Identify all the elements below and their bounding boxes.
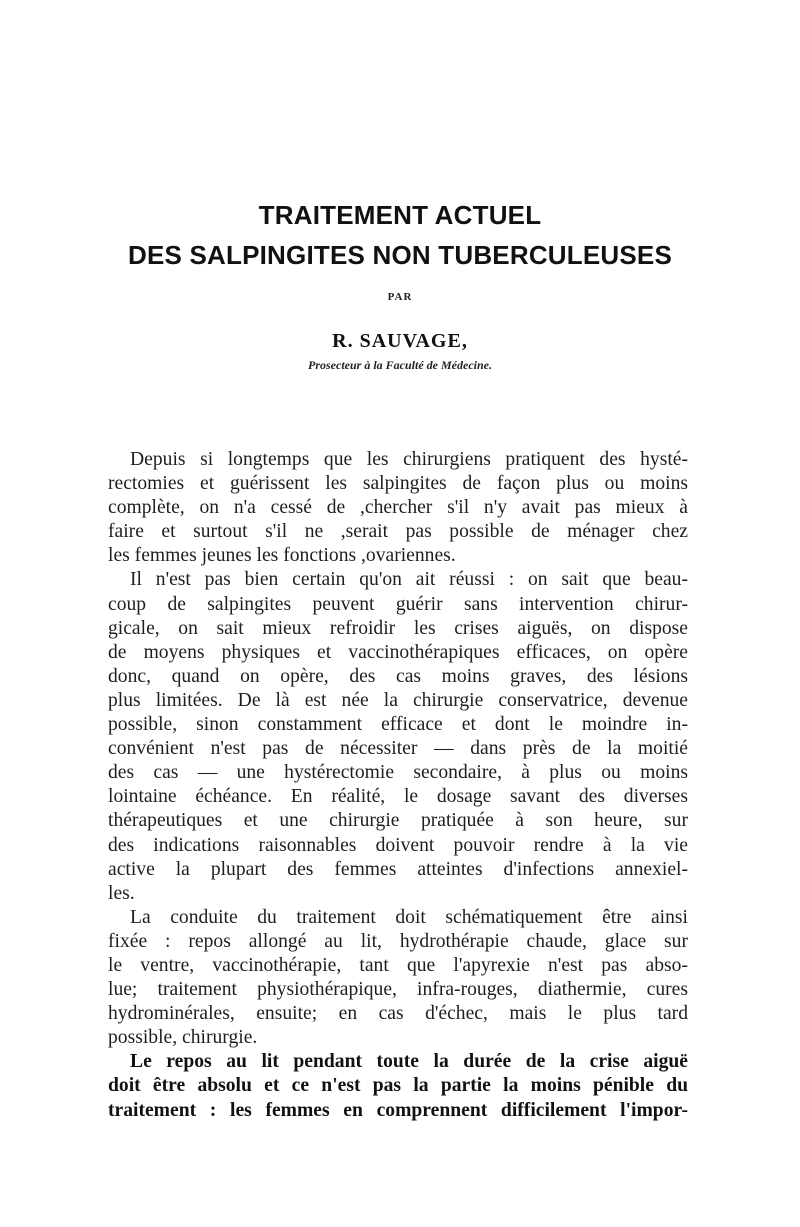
text-line: convénient n'est pas de nécessiter — dans près de la moitié bbox=[108, 738, 688, 760]
paragraph-4 bbox=[108, 1050, 688, 1122]
text-line: le ventre, vaccinothérapie, tant que l'apyrexie n'est pas abso- bbox=[108, 954, 688, 976]
text-line: active la plupart des femmes atteintes d'infections annexiel- bbox=[108, 858, 688, 880]
article-body bbox=[108, 448, 688, 1123]
text-line: thérapeutiques et une chirurgie pratiquée à son heure, sur bbox=[108, 810, 688, 832]
article-title-line-2: DES SALPINGITES NON TUBERCULEUSES bbox=[128, 240, 672, 270]
text-line: possible, sinon constamment efficace et dont le moindre in- bbox=[108, 714, 688, 736]
text-line: La conduite du traitement doit schématiquement être ainsi bbox=[130, 906, 688, 928]
text-line: coup de salpingites peuvent guérir sans intervention chirur- bbox=[108, 593, 688, 615]
text-line: Depuis si longtemps que les chirurgiens pratiquent des hysté- bbox=[130, 449, 688, 470]
text-line: doit être absolu et ce n'est pas la partie la moins pénible du bbox=[108, 1075, 688, 1097]
text-line: les femmes jeunes les fonctions ,ovariennes. bbox=[108, 545, 456, 567]
text-line: des indications raisonnables doivent pouvoir rendre à la vie bbox=[108, 834, 688, 856]
text-line: plus limitées. De là est née la chirurgie conservatrice, devenue bbox=[108, 689, 688, 711]
paragraph-3 bbox=[108, 906, 688, 1051]
text-line: faire et surtout s'il ne ,serait pas possible de ménager chez bbox=[108, 521, 688, 543]
paragraph-2 bbox=[108, 568, 688, 905]
text-line: complète, on n'a cessé de ,chercher s'il n'y avait pas mieux à bbox=[108, 497, 688, 519]
text-line: Le repos au lit pendant toute la durée de la crise aiguë bbox=[130, 1051, 688, 1073]
text-line: fixée : repos allongé au lit, hydrothérapie chaude, glace sur bbox=[108, 930, 688, 952]
text-line: lue; traitement physiothérapique, infra-rouges, diathermie, cures bbox=[108, 979, 688, 1001]
text-line: gicale, on sait mieux refroidir les crises aiguës, on dispose bbox=[108, 617, 688, 639]
article-title-line-1: TRAITEMENT ACTUEL bbox=[258, 200, 542, 230]
text-line: possible, chirurgie. bbox=[108, 1027, 258, 1049]
byline-par: PAR bbox=[387, 291, 413, 303]
text-line: traitement : les femmes en comprennent difficilement l'impor- bbox=[108, 1099, 688, 1121]
paragraph-1 bbox=[108, 448, 688, 568]
text-line: lointaine échéance. En réalité, le dosage savant des diverses bbox=[108, 786, 688, 808]
text-line: des cas — une hystérectomie secondaire, à plus ou moins bbox=[108, 762, 688, 784]
author-affiliation: Prosecteur à la Faculté de Médecine. bbox=[308, 358, 492, 372]
author-name: R. SAUVAGE, bbox=[332, 330, 468, 352]
text-line: les. bbox=[108, 882, 135, 904]
text-line: hydrominérales, ensuite; en cas d'échec, mais le plus tard bbox=[108, 1003, 688, 1025]
text-line: rectomies et guérissent les salpingites de façon plus ou moins bbox=[108, 473, 688, 495]
text-line: de moyens physiques et vaccinothérapiques efficaces, on opère bbox=[108, 641, 688, 663]
text-line: Il n'est pas bien certain qu'on ait réussi : on sait que beau- bbox=[130, 569, 688, 591]
text-line: donc, quand on opère, des cas moins graves, des lésions bbox=[108, 665, 688, 687]
